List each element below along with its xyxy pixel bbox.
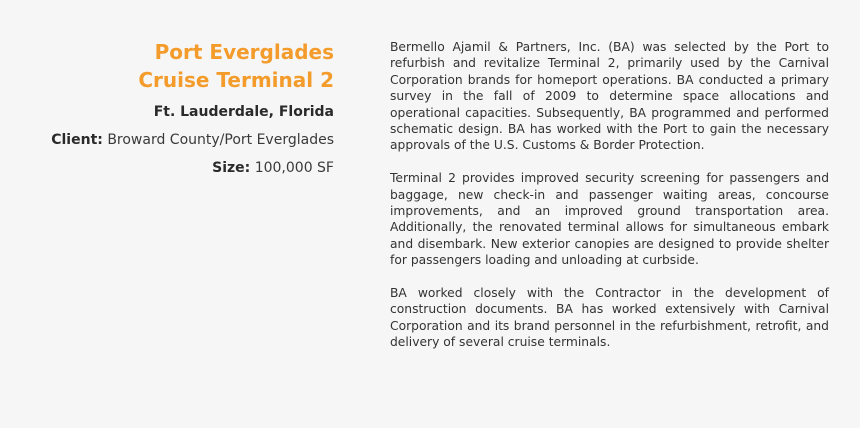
size-label: Size: bbox=[212, 160, 251, 176]
project-description bbox=[390, 39, 829, 367]
client-value: Broward County/Port Everglades bbox=[107, 132, 334, 148]
project-title-line1: Port Everglades bbox=[154, 40, 334, 64]
client-row bbox=[14, 130, 334, 150]
project-summary bbox=[14, 38, 334, 178]
description-paragraph: Terminal 2 provides improved security screening for passengers and baggage, new check-in and passenger waiting areas, concourse improvements, and an improved ground transportation area. Additionally, the renovated terminal allows for simultaneous embark and disembark. New exterior canopies are designed to provide shelter for passengers loading and unloading at curbside. bbox=[390, 171, 829, 268]
client-label: Client: bbox=[51, 132, 103, 148]
project-title-line2: Cruise Terminal 2 bbox=[138, 68, 334, 92]
project-title bbox=[14, 38, 334, 94]
size-row bbox=[14, 158, 334, 178]
project-location: Ft. Lauderdale, Florida bbox=[153, 104, 334, 120]
description-paragraph: BA worked closely with the Contractor in the development of construction documents. BA has worked extensively with Carnival Corporation and its brand personnel in the refurbishment, retrofit, and delivery of several cruise terminals. bbox=[390, 286, 829, 350]
description-paragraph: Bermello Ajamil & Partners, Inc. (BA) was selected by the Port to refurbish and revitalize Terminal 2, primarily used by the Carnival Corporation brands for homeport operations. BA conducted a primary survey in the fall of 2009 to determine space allocations and operational capacities. Subsequently, BA programmed and performed schematic design. BA has worked with the Port to gain the necessary approvals of the U.S. Customs & Border Protection. bbox=[390, 40, 829, 153]
size-value: 100,000 SF bbox=[254, 160, 334, 176]
